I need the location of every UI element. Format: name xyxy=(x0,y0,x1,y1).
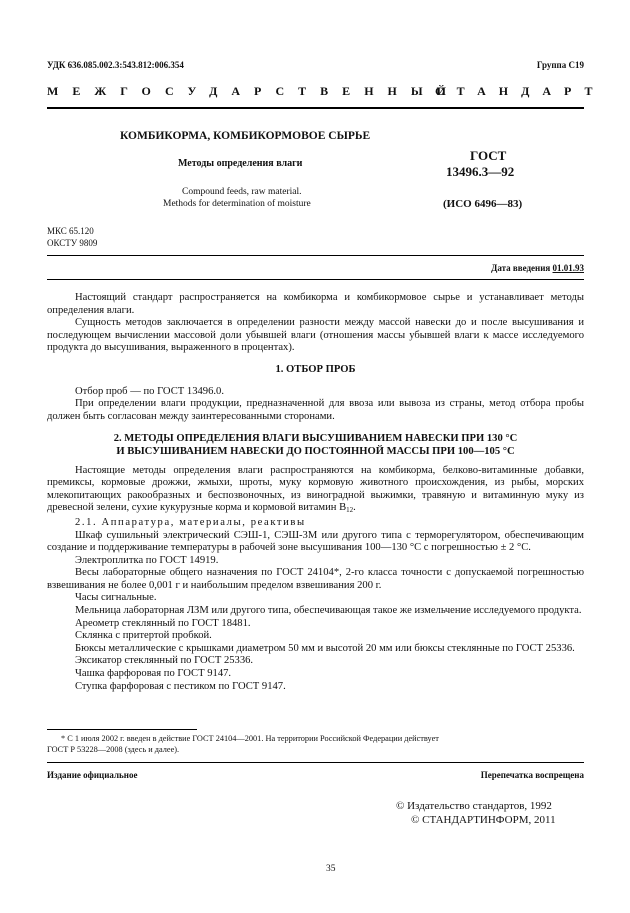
section1-heading: 1. ОТБОР ПРОБ xyxy=(275,363,356,375)
copyright-line2: © СТАНДАРТИНФОРМ, 2011 xyxy=(411,814,556,826)
equipment-item: Ареометр стеклянный по ГОСТ 18481. xyxy=(75,617,251,629)
classification-rule xyxy=(47,255,584,256)
equipment-item: Весы лабораторные общего назначения по ГОСТ 24104*, 2-го класса точности с допускаемой погрешностью взвешивания не более 0,001 г и наибольшим пределом взвешивания 200 г. xyxy=(47,567,584,591)
intro-paragraph: Настоящий стандарт распространяется на комбикорма и комбикормовое сырье и устанавливает методы определения влаги. xyxy=(47,292,584,316)
section2-paragraph-text: Настоящие методы определения влаги распространяются на комбикорма, белково-витаминные добавки, премиксы, кормовые дрожжи, жмыхи, шроты, муку кормовую животного происхождения, из рыбы, морских млекопитающих ракообразных и беспозвоночных, из виноградной выжимки, травяную и витаминную муку из древесной зелени, сухие кукурузные корма и кормовой витамин B xyxy=(47,464,584,514)
vitamin-subscript: 12 xyxy=(346,506,354,515)
copyright-line1: © Издательство стандартов, 1992 xyxy=(396,800,552,812)
edition-note: Издание официальное xyxy=(47,770,138,780)
equipment-item: Эксикатор стеклянный по ГОСТ 25336. xyxy=(75,655,254,667)
equipment-item: Чашка фарфоровая по ГОСТ 9147. xyxy=(75,668,232,680)
mks-code: МКС 65.120 xyxy=(47,226,94,236)
english-title-line2: Methods for determination of moisture xyxy=(163,199,311,209)
banner-left: МЕЖГОСУДАРСТВЕННЫЙ xyxy=(47,84,460,98)
section2-paragraph xyxy=(47,465,584,517)
standard-subtitle: Методы определения влаги xyxy=(178,158,303,169)
footnote-line1: * С 1 июля 2002 г. введен в действие ГОСТ 24104—2001. На территории Российской Федерации действует xyxy=(61,734,439,743)
footnote-rule xyxy=(47,729,197,730)
header-rule xyxy=(47,107,584,109)
equipment-item: Шкаф сушильный электрический СЭШ-1, СЭШ-3М или другого типа с терморегулятором, обеспечивающим создание и поддерживание температуры в рабочей зоне высушивания 100—130 °С с погрешностью ± 2 °С. xyxy=(47,529,584,554)
date-rule xyxy=(47,279,584,280)
section2-heading-line2: И ВЫСУШИВАНИЕМ НАВЕСКИ ДО ПОСТОЯННОЙ МАССЫ ПРИ 100—105 °С xyxy=(116,445,515,457)
footnote xyxy=(47,733,584,755)
banner-right: СТАНДАРТ xyxy=(435,84,606,98)
intro-date xyxy=(491,263,584,273)
group-code: Группа С19 xyxy=(536,60,584,70)
iso-reference: (ИСО 6496—83) xyxy=(443,198,523,210)
footer-rule xyxy=(47,762,584,763)
section2-heading-line1: 2. МЕТОДЫ ОПРЕДЕЛЕНИЯ ВЛАГИ ВЫСУШИВАНИЕМ НАВЕСКИ ПРИ 130 °С xyxy=(113,433,518,445)
footnote-line2: ГОСТ Р 53228—2008 (здесь и далее). xyxy=(47,745,180,754)
page-number: 35 xyxy=(326,864,336,874)
section1-paragraph: Отбор проб — по ГОСТ 13496.0. xyxy=(75,385,224,397)
okstu-code: ОКСТУ 9809 xyxy=(47,238,98,248)
equipment-item: Часы сигнальные. xyxy=(75,592,157,604)
intro-date-value: 01.01.93 xyxy=(552,263,584,273)
standard-title: КОМБИКОРМА, КОМБИКОРМОВОЕ СЫРЬЕ xyxy=(120,130,371,142)
gost-label: ГОСТ xyxy=(470,148,507,163)
equipment-item: Склянка с притертой пробкой. xyxy=(75,630,212,642)
english-title-line1: Compound feeds, raw material. xyxy=(182,187,302,197)
document-body xyxy=(47,292,584,693)
equipment-item: Электроплитка по ГОСТ 14919. xyxy=(75,554,219,566)
gost-number: 13496.3—92 xyxy=(446,164,515,179)
intro-paragraph: Сущность методов заключается в определении разности между массой навески до и после высушивания и последующем вычислении массовой доли убывшей влаги (отношения массы убывшей влаги к массе исследуемого продукта до высушивания, выраженного в процентах). xyxy=(47,317,584,354)
intro-date-label: Дата введения xyxy=(491,263,551,273)
equipment-item: Ступка фарфоровая с пестиком по ГОСТ 9147. xyxy=(75,680,286,692)
equipment-item: Мельница лабораторная ЛЗМ или другого типа, обеспечивающая такое же измельчение исследуемого продукта. xyxy=(75,605,582,617)
section1-paragraph: При определении влаги продукции, предназначенной для ввоза или вывоза из страны, метод отбора пробы должен быть согласован между заинтересованными сторонами. xyxy=(47,398,584,422)
section2-paragraph-end: . xyxy=(353,502,356,514)
reprint-note: Перепечатка воспрещена xyxy=(480,770,584,780)
udk-code: УДК 636.085.002.3:543.812:006.354 xyxy=(47,60,184,70)
subsection-heading: 2.1. Аппаратура, материалы, реактивы xyxy=(75,516,306,528)
equipment-item: Бюксы металлические с крышками диаметром 50 мм и высотой 20 мм или бюксы стеклянные по ГОСТ 25336. xyxy=(75,642,575,654)
